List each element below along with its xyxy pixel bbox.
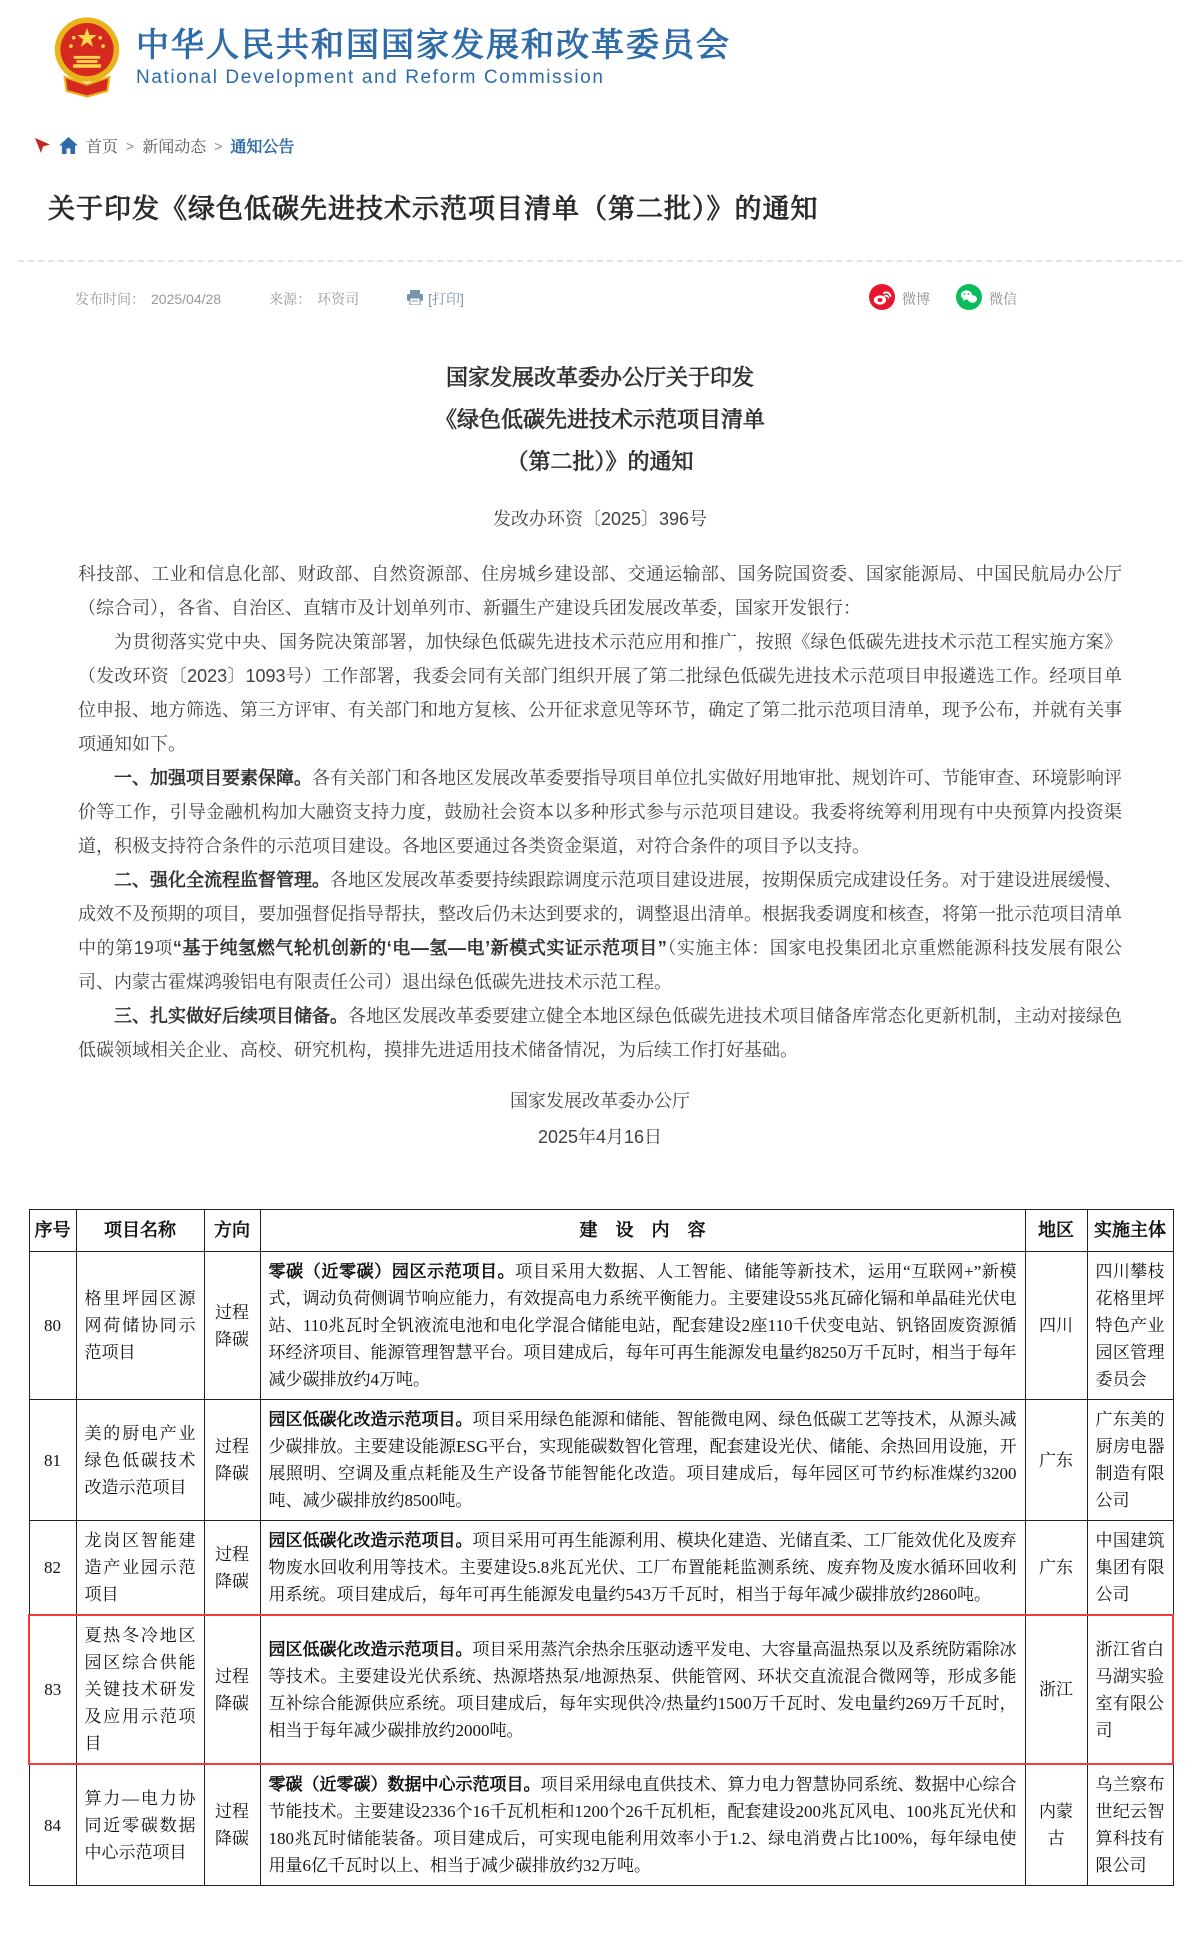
- cell-content-text: 项目采用可再生能源利用、模块化建造、光储直柔、工厂能效优化及废弃物废水回收利用等技术。主要建设5.8兆瓦光伏、工厂布置能耗监测系统、废弃物及废水循环回收利用系统。项目建成后，每年可再生能源发电量约543万千瓦时，相当于每年减少碳排放约2860吨。: [268, 1531, 1017, 1604]
- cell-region: 浙江: [1025, 1615, 1087, 1764]
- table-row-82: [29, 1521, 1173, 1616]
- publish-time-label: 发布时间：: [75, 290, 145, 307]
- weibo-icon: [869, 284, 895, 313]
- document-title: [78, 357, 1122, 483]
- print-button[interactable]: [407, 289, 464, 309]
- printer-icon: [407, 290, 423, 308]
- paragraph-item-1-lead: 一、加强项目要素保障。: [114, 768, 312, 788]
- cell-direction: 过程降碳: [204, 1252, 260, 1400]
- project-list-table: [28, 1209, 1174, 1886]
- cell-project-name: 美的厨电产业绿色低碳技术改造示范项目: [76, 1400, 204, 1521]
- table-row-83-highlighted: [29, 1615, 1173, 1764]
- cell-direction: 过程降碳: [204, 1764, 260, 1886]
- share-wechat-label: 微信: [989, 290, 1017, 307]
- col-header-direction: 方向: [204, 1210, 260, 1252]
- cell-implementer: 浙江省白马湖实验室有限公司: [1087, 1615, 1173, 1764]
- cell-implementer: 广东美的厨房电器制造有限公司: [1087, 1400, 1173, 1521]
- publish-time-value: 2025/04/28: [151, 290, 222, 307]
- paragraph-addressees: 科技部、工业和信息化部、财政部、自然资源部、住房城乡建设部、交通运输部、国务院国资委、国家能源局、中国民航局办公厅（综合司），各省、自治区、直辖市及计划单列市、新疆生产建设兵团发展改革委，国家开发银行：: [78, 564, 1122, 618]
- cell-no: 81: [29, 1400, 76, 1521]
- dashed-divider: [18, 260, 1182, 262]
- cell-content: [260, 1252, 1025, 1400]
- publish-time: [75, 289, 221, 309]
- cell-content-lead: 零碳（近零碳）数据中心示范项目。: [268, 1775, 541, 1794]
- site-title-en: National Development and Reform Commission: [136, 67, 605, 88]
- col-header-region: 地区: [1025, 1210, 1087, 1252]
- cell-project-name: 龙岗区智能建造产业园示范项目: [76, 1521, 204, 1616]
- paragraph-item-2-project: “基于纯氢燃气轮机创新的‘电—氢—电’新模式实证示范项目”: [172, 938, 667, 958]
- source-label: 来源：: [269, 290, 312, 307]
- paragraph-item-2-lead: 二、强化全流程监督管理。: [114, 870, 330, 890]
- document-body: [78, 557, 1122, 1067]
- cell-content-lead: 零碳（近零碳）园区示范项目。: [268, 1262, 516, 1281]
- document-title-line: 《绿色低碳先进技术示范项目清单: [434, 407, 765, 432]
- cell-content-lead: 园区低碳化改造示范项目。: [268, 1639, 473, 1659]
- cell-content-text: 项目采用绿色能源和储能、智能微电网、绿色低碳工艺等技术，从源头减少碳排放。主要建设能源ESG平台，实现能碳数智化管理，配套建设光伏、储能、余热回用设施，开展照明、空调及重点耗能及生产设备节能智能化改造。项目建成后，每年园区可节约标准煤约3200吨、减少碳排放约8500吨。: [268, 1410, 1017, 1510]
- col-header-content: 建 设 内 容: [260, 1210, 1025, 1252]
- red-flag-icon: [34, 137, 51, 154]
- source-value: 环资司: [317, 290, 360, 307]
- signoff: [78, 1083, 1122, 1155]
- table-header-row: [29, 1210, 1173, 1252]
- paragraph-intro: 为贯彻落实党中央、国务院决策部署，加快绿色低碳先进技术示范应用和推广，按照《绿色低碳先进技术示范工程实施方案》（发改环资〔2023〕1093号）工作部署，我委会同有关部门组织开展了第二批绿色低碳先进技术示范项目申报遴选工作。经项目单位申报、地方筛选、第三方评审、有关部门和地方复核、公开征求意见等环节，确定了第二批示范项目清单，现予公布，并就有关事项通知如下。: [78, 632, 1122, 754]
- cell-region: 广东: [1025, 1521, 1087, 1616]
- cell-implementer: 乌兰察布世纪云智算科技有限公司: [1087, 1764, 1173, 1886]
- cell-content: [260, 1400, 1025, 1521]
- table-row-80: [29, 1252, 1173, 1400]
- breadcrumb-current[interactable]: 通知公告: [230, 139, 295, 156]
- cell-implementer: 中国建筑集团有限公司: [1087, 1521, 1173, 1616]
- wechat-icon: [956, 284, 982, 313]
- paragraph-item-1-text: 各有关部门和各地区发展改革委要指导项目单位扎实做好用地审批、规划许可、节能审查、环境影响评价等工作，引导金融机构加大融资支持力度，鼓励社会资本以多种形式参与示范项目建设。我委将统筹利用现有中央预算内投资渠道，积极支持符合条件的示范项目建设。各地区要通过各类资金渠道，对符合条件的项目予以支持。: [78, 768, 1122, 856]
- cell-content: [260, 1764, 1025, 1886]
- col-header-no: 序号: [29, 1210, 76, 1252]
- share-group: [869, 284, 1017, 313]
- paragraph-item-3: [78, 999, 1122, 1067]
- breadcrumb-news[interactable]: 新闻动态: [142, 139, 207, 156]
- page-title: 关于印发《绿色低碳先进技术示范项目清单（第二批）》的通知: [48, 194, 819, 224]
- share-weibo-button[interactable]: [869, 284, 930, 313]
- cell-direction: 过程降碳: [204, 1521, 260, 1616]
- cell-region: 四川: [1025, 1252, 1087, 1400]
- breadcrumb-separator: >: [126, 137, 135, 154]
- cell-implementer: 四川攀枝花格里坪特色产业园区管理委员会: [1087, 1252, 1173, 1400]
- home-icon[interactable]: [59, 137, 78, 154]
- paragraph-item-3-text: 各地区发展改革委要建立健全本地区绿色低碳先进技术项目储备库常态化更新机制，主动对接绿色低碳领域相关企业、高校、研究机构，摸排先进适用技术储备情况，为后续工作打好基础。: [78, 1006, 1122, 1060]
- print-label: [打印]: [428, 290, 464, 307]
- cell-direction: 过程降碳: [204, 1615, 260, 1764]
- document-title-line: （第二批）》的通知: [506, 449, 694, 474]
- paragraph-item-2: [78, 863, 1122, 999]
- breadcrumb-home[interactable]: 首页: [86, 139, 119, 156]
- breadcrumb-separator: >: [214, 137, 223, 154]
- col-header-implementer: 实施主体: [1087, 1210, 1173, 1252]
- paragraph-item-3-lead: 三、扎实做好后续项目储备。: [114, 1006, 348, 1026]
- paragraph-item-2-text1: 各地区发展改革委要持续跟踪调度示范项目建设进展，按期保质完成建设任务。对于建设进展缓慢、成效不及预期的项目，要加强督促指导帮扶，整改后仍未达到要求的，调整退出清单。根据我委调度和核查，将第一批示范项目清单中的第19项: [78, 870, 1122, 958]
- table-row-81: [29, 1400, 1173, 1521]
- document-number: 发改办环资〔2025〕396号: [492, 509, 708, 529]
- cell-no: 83: [29, 1615, 76, 1764]
- cell-no: 82: [29, 1521, 76, 1616]
- notice-document: [78, 357, 1122, 1155]
- share-weibo-label: 微博: [902, 290, 930, 307]
- table-row-84: [29, 1764, 1173, 1886]
- cell-project-name: 夏热冬冷地区园区综合供能关键技术研发及应用示范项目: [76, 1615, 204, 1764]
- source: [269, 289, 359, 309]
- site-title-zh: 中华人民共和国国家发展和改革委员会: [136, 26, 731, 63]
- signoff-organization: 国家发展改革委办公厅: [510, 1091, 690, 1111]
- breadcrumb: [34, 134, 1200, 157]
- paragraph-item-1: [78, 761, 1122, 863]
- cell-no: 84: [29, 1764, 76, 1886]
- signoff-date: 2025年4月16日: [537, 1127, 663, 1147]
- col-header-name: 项目名称: [76, 1210, 204, 1252]
- cell-direction: 过程降碳: [204, 1400, 260, 1521]
- cell-content: [260, 1521, 1025, 1616]
- cell-region: 内蒙古: [1025, 1764, 1087, 1886]
- cell-project-name: 算力—电力协同近零碳数据中心示范项目: [76, 1764, 204, 1886]
- cell-content: [260, 1615, 1025, 1764]
- cell-region: 广东: [1025, 1400, 1087, 1521]
- site-header: [0, 0, 1200, 108]
- document-title-line: 国家发展改革委办公厅关于印发: [445, 365, 754, 390]
- cell-no: 80: [29, 1252, 76, 1400]
- cell-content-text: 项目采用绿电直供技术、算力电力智慧协同系统、数据中心综合节能技术。主要建设2336个16千瓦机柜和1200个26千瓦机柜，配套建设200兆瓦风电、100兆瓦光伏和180兆瓦时储能装备。项目建成后，可实现电能利用效率小于1.2、绿电消费占比100%，每年绿电使用量6亿千瓦时以上、相当于减少碳排放约32万吨。: [268, 1775, 1017, 1875]
- paragraph-item-2-text2: （实施主体：国家电投集团北京重燃能源科技发展有限公司、内蒙古霍煤鸿骏铝电有限责任公司）退出绿色低碳先进技术示范工程。: [78, 938, 1123, 992]
- article-meta: [75, 284, 1125, 313]
- cell-content-lead: 园区低碳化改造示范项目。: [268, 1531, 473, 1550]
- cell-content-text: 项目采用大数据、人工智能、储能等新技术，运用“互联网+”新模式，调动负荷侧调节响应能力，有效提高电力系统平衡能力。主要建设55兆瓦碲化镉和单晶硅光伏电站、110兆瓦时全钒液流电池和电化学混合储能电站，配套建设2座110千伏变电站、钒铬固废资源循环经济项目、能源管理智慧平台。项目建成后，每年可再生能源发电量约8250万千瓦时，相当于每年减少碳排放约4万吨。: [268, 1262, 1017, 1389]
- cell-content-lead: 园区低碳化改造示范项目。: [268, 1410, 473, 1429]
- share-wechat-button[interactable]: [956, 284, 1017, 313]
- site-brand: [136, 25, 731, 91]
- cell-content-text: 项目采用蒸汽余热余压驱动透平发电、大容量高温热泵以及系统防霜除冰等技术。主要建设光伏系统、热源塔热泵/地源热泵、供能管网、环状交直流混合微网等，形成多能互补综合能源供应系统。项目建成后，每年实现供冷/热量约1500万千瓦时、发电量约269万千瓦时，相当于每年减少碳排放约2000吨。: [268, 1639, 1017, 1740]
- national-emblem-icon: [52, 16, 122, 100]
- cell-project-name: 格里坪园区源网荷储协同示范项目: [76, 1252, 204, 1400]
